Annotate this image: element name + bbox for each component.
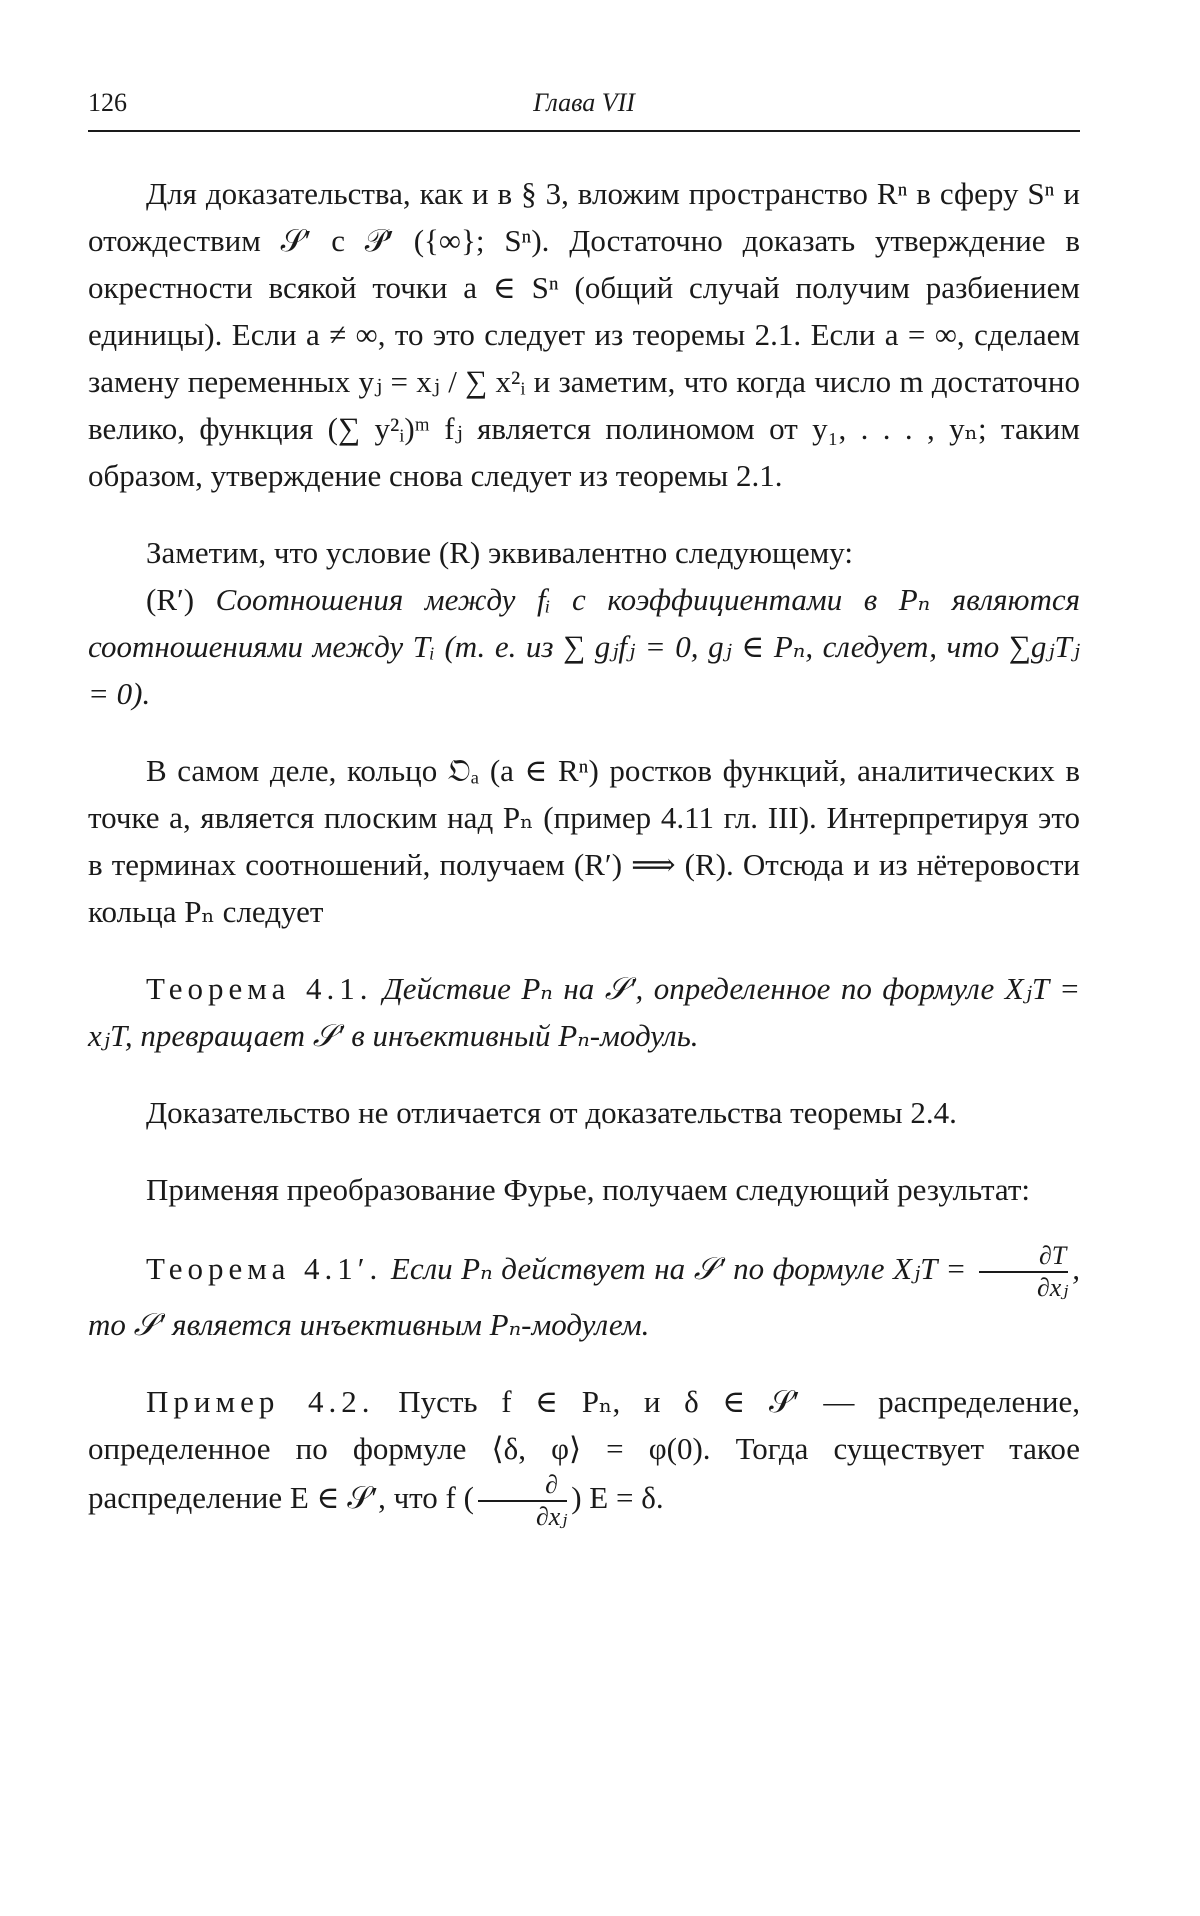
- condition-label: (R′): [146, 582, 195, 617]
- condition-text: Соотношения между fᵢ с коэффициентами в Pₙ являются соотношениями между Tᵢ (т. е. из ∑ gⱼfⱼ = 0, gⱼ ∈ Pₙ, следует, что ∑gⱼTⱼ = 0).: [88, 582, 1080, 711]
- example-4-2-text-a: Пусть f ∈ Pₙ, и δ ∈ 𝒮′ — распределение, определенное по формуле ⟨δ, φ⟩ = φ(0). Тогда существует такое распределение E ∈ 𝒮′, что f (: [88, 1384, 1080, 1516]
- paragraph-condition: Заметим, что условие (R) эквивалентно следующему:: [146, 535, 853, 570]
- paragraph-condition-r-prime: [88, 576, 1080, 717]
- theorem-4-1-label: Теорема 4.1.: [146, 971, 373, 1006]
- theorem-4-1-prime-label: Теорема 4.1′.: [146, 1251, 383, 1287]
- page-number: 126: [88, 88, 127, 117]
- fraction-numerator: ∂T: [979, 1243, 1068, 1273]
- fraction-denominator: ∂xⱼ: [535, 1502, 568, 1531]
- page-header: [88, 88, 1080, 128]
- example-4-2: [88, 1378, 1080, 1530]
- paragraph-flatness: В самом деле, кольцо 𝔒ₐ (a ∈ Rⁿ) ростков функций, аналитических в точке a, является плоским над Pₙ (пример 4.11 гл. III). Интерпретируя это в терминах соотношений, получаем (R′) ⟹ (R). Отсюда и из нётеровости кольца Pₙ следует: [88, 753, 1080, 929]
- fraction-numerator: ∂: [478, 1472, 567, 1502]
- page-body: [88, 170, 1080, 1560]
- paragraph-proof-ref: Доказательство не отличается от доказательства теоремы 2.4.: [146, 1095, 957, 1130]
- theorem-4-1-prime-text-b: , то 𝒮′ является инъективным Pₙ-модулем.: [88, 1251, 1080, 1342]
- paragraph-fourier: Применяя преобразование Фурье, получаем следующий результат:: [146, 1172, 1030, 1207]
- example-4-2-label: Пример 4.2.: [146, 1384, 375, 1419]
- theorem-4-1: [88, 965, 1080, 1059]
- header-rule: [88, 130, 1080, 132]
- theorem-4-1-prime: [88, 1243, 1080, 1348]
- theorem-4-1-prime-text-a: Если Pₙ действует на 𝒮′ по формуле XⱼT =: [382, 1251, 975, 1287]
- theorem-4-1-text: Действие Pₙ на 𝒮′, определенное по формуле XⱼT = xⱼT, превращает 𝒮′ в инъективный Pₙ-модуль.: [88, 971, 1080, 1053]
- paragraph-proof: Для доказательства, как и в § 3, вложим пространство Rⁿ в сферу Sⁿ и отождествим 𝒮′ с 𝒫′ ({∞}; Sⁿ). Достаточно доказать утверждение в окрестности всякой точки a ∈ Sⁿ (общий случай получим разбиением единицы). Если a ≠ ∞, то это следует из теоремы 2.1. Если a = ∞, сделаем замену переменных yⱼ = xⱼ / ∑ x²ᵢ и заметим, что когда число m достаточно велико, функция (∑ y²ᵢ)ᵐ fⱼ является полиномом от y₁, . . . , yₙ; таким образом, утверждение снова следует из теоремы 2.1.: [88, 176, 1080, 493]
- fraction-dt-dxj: [979, 1243, 1068, 1301]
- fraction-d-dxj: [478, 1472, 567, 1530]
- running-head: Глава VII: [533, 88, 635, 117]
- fraction-denominator: ∂xⱼ: [1036, 1273, 1069, 1302]
- example-4-2-text-b: ) E = δ.: [571, 1480, 664, 1516]
